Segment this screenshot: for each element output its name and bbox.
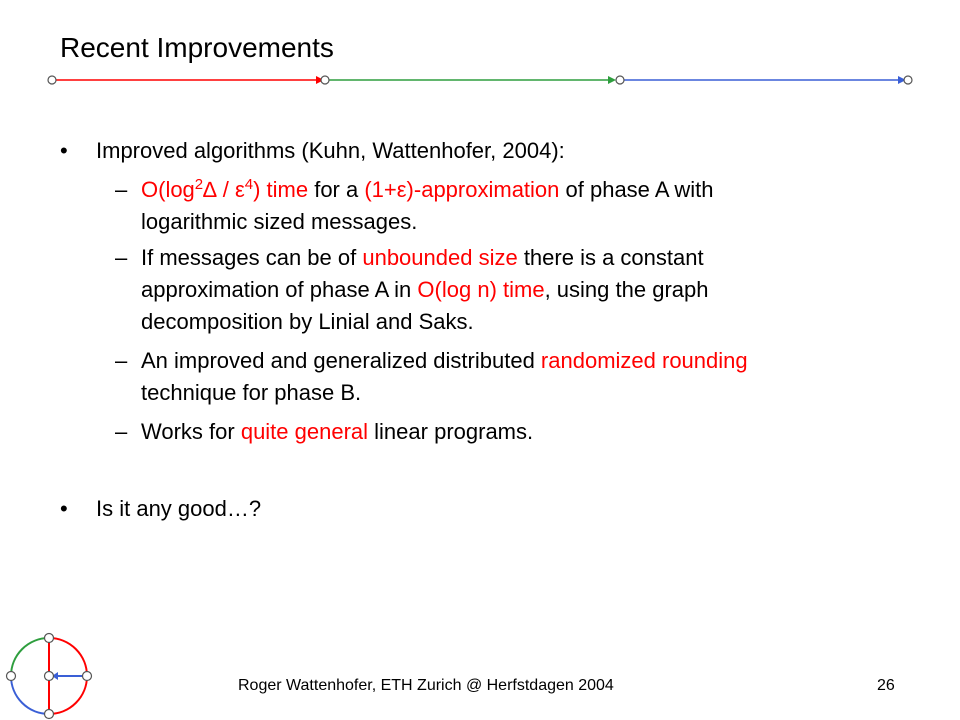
page-number: 26 xyxy=(877,677,895,694)
title-underline-decoration xyxy=(0,0,960,100)
math-log: O(log xyxy=(141,177,195,202)
highlight-log-n-time: O(log n) time xyxy=(417,277,545,302)
bullet-dot: • xyxy=(60,496,68,521)
footer-author: Roger Wattenhofer, ETH Zurich @ Herfstdagen 2004 xyxy=(238,677,614,694)
slide-title: Recent Improvements xyxy=(60,32,334,63)
highlight-randomized-rounding: randomized rounding xyxy=(540,348,748,373)
plain-text: An improved and generalized distributed xyxy=(141,348,541,373)
subitem-line: decomposition by Linial and Saks. xyxy=(141,309,474,334)
dash-marker: – xyxy=(115,245,128,270)
bullet-dot: • xyxy=(60,138,68,163)
subitem-line xyxy=(141,345,748,377)
plain-text: of phase A with xyxy=(559,177,714,202)
highlight-unbounded-size: unbounded size xyxy=(362,245,518,270)
plain-text: there is a constant xyxy=(517,245,704,270)
math-delta-eps: ∆ / ε xyxy=(203,177,245,202)
plain-text: Works for xyxy=(141,419,241,444)
subitem-line xyxy=(141,174,714,206)
plain-text: approximation of phase A in xyxy=(141,277,418,302)
dash-marker: – xyxy=(115,419,128,444)
plain-text: for a xyxy=(308,177,365,202)
plain-text: linear programs. xyxy=(368,419,534,444)
plain-text: , using the graph xyxy=(544,277,709,302)
subitem-line: technique for phase B. xyxy=(141,380,362,405)
highlight-time: ) time xyxy=(253,177,309,202)
plain-text: If messages can be of xyxy=(141,245,363,270)
highlight-approximation: (1+ε)-approximation xyxy=(364,177,560,202)
highlight-quite-general: quite general xyxy=(240,419,369,444)
superscript: 4 xyxy=(244,176,254,193)
subitem-line: logarithmic sized messages. xyxy=(141,209,418,234)
bullet-text: Improved algorithms (Kuhn, Wattenhofer, 2004): xyxy=(96,138,565,163)
subitem-line xyxy=(141,242,704,274)
subitem-line xyxy=(141,416,533,448)
dash-marker: – xyxy=(115,177,128,202)
dash-marker: – xyxy=(115,348,128,373)
subitem-line xyxy=(141,274,708,306)
superscript: 2 xyxy=(194,176,204,193)
bullet-text: Is it any good…? xyxy=(96,496,262,521)
